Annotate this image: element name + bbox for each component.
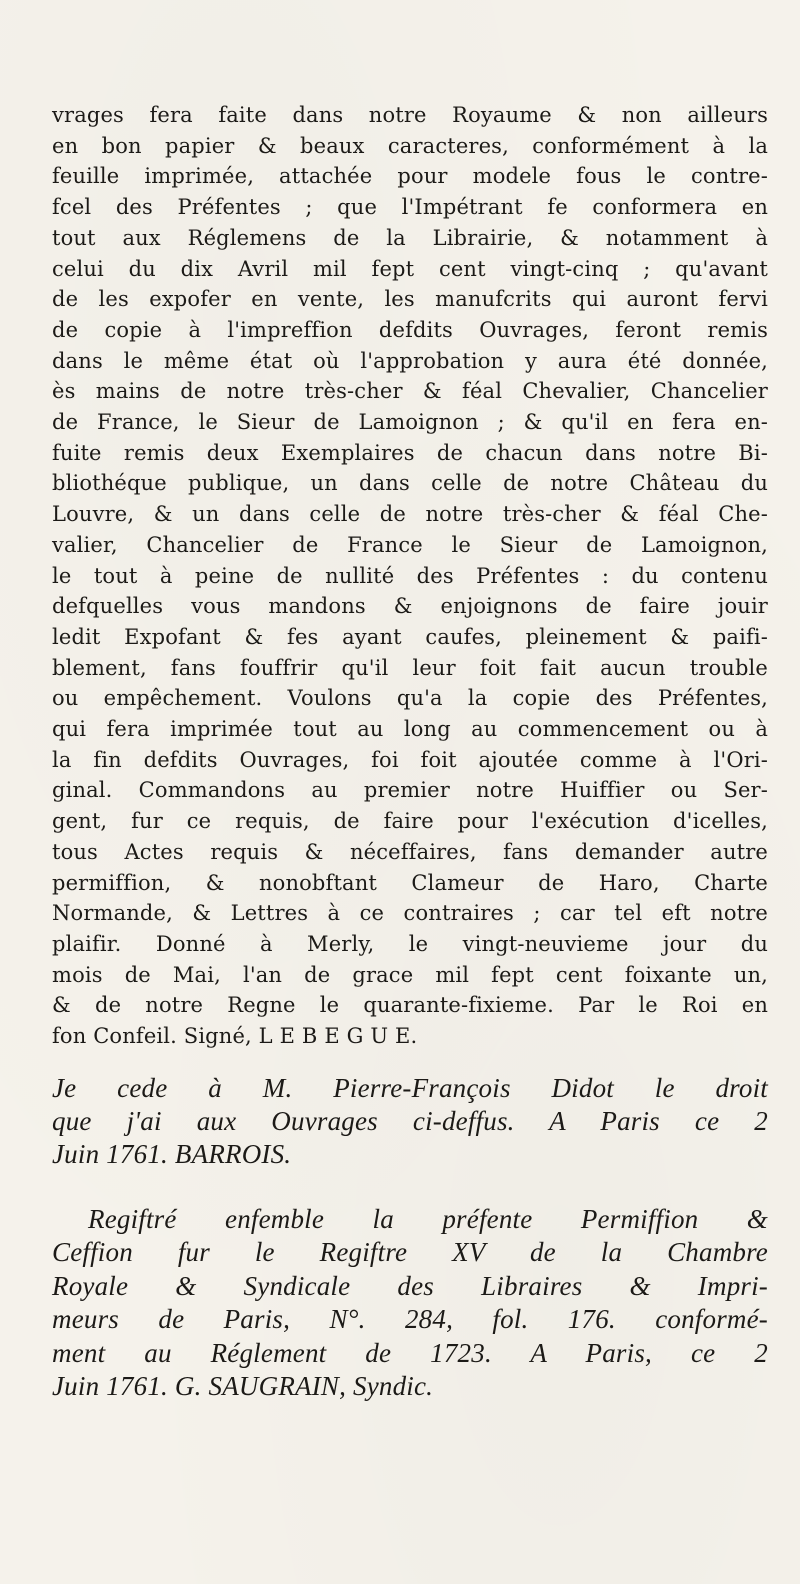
page-text	[52, 100, 768, 1404]
registration-text-line: meurs de Paris, N°. 284, fol. 176. conformé-	[52, 1304, 768, 1335]
privilege-paragraph	[52, 100, 768, 1052]
privilege-text-line: bliothéque publique, un dans celle de notre Château du	[52, 471, 768, 496]
cession-paragraph	[52, 1072, 768, 1171]
privilege-text-line: de France, le Sieur de Lamoignon ; & qu'il en fera en-	[52, 410, 768, 435]
privilege-text-line: valier, Chancelier de France le Sieur de Lamoignon,	[52, 532, 768, 557]
privilege-text-line: ès mains de notre très-cher & féal Chevalier, Chancelier	[52, 379, 768, 404]
privilege-text-line: Louvre, & un dans celle de notre très-cher & féal Che-	[52, 502, 768, 527]
privilege-text-line: le tout à peine de nullité des Préfentes : du contenu	[52, 563, 768, 588]
privilege-text-line: de les expofer en vente, les manufcrits qui auront fervi	[52, 287, 768, 312]
privilege-text-line: plaifir. Donné à Merly, le vingt-neuvieme jour du	[52, 931, 768, 956]
privilege-text-line: en bon papier & beaux caracteres, conformément à la	[52, 133, 768, 158]
privilege-text-line: ou empêchement. Voulons qu'a la copie des Préfentes,	[52, 686, 768, 711]
registration-text-line: ment au Réglement de 1723. A Paris, ce 2	[52, 1337, 768, 1368]
privilege-text-line: vrages fera faite dans notre Royaume & non ailleurs	[52, 103, 768, 127]
cession-text-line: Juin 1761. BARROIS.	[52, 1138, 292, 1169]
privilege-text-line: mois de Mai, l'an de grace mil fept cent foixante un,	[52, 962, 768, 987]
privilege-text-line: ginal. Commandons au premier notre Huiffier ou Ser-	[52, 778, 768, 803]
registration-text-line: Juin 1761. G. SAUGRAIN, Syndic.	[52, 1371, 434, 1402]
privilege-text-line: dans le même état où l'approbation y aura été donnée,	[52, 348, 768, 373]
privilege-text-line: de copie à l'impreffion defdits Ouvrages, feront remis	[52, 317, 768, 342]
registration-text-line: Regiftré enfemble la préfente Permiffion &	[88, 1203, 768, 1234]
privilege-text-line: blement, fans fouffrir qu'il leur foit fait aucun trouble	[52, 655, 768, 680]
privilege-text-line: tous Actes requis & néceffaires, fans demander autre	[52, 839, 768, 864]
registration-text-line: Ceffion fur le Regiftre XV de la Chambre	[52, 1237, 768, 1268]
cession-text-line: Je cede à M. Pierre-François Didot le droit	[52, 1072, 768, 1103]
registration-text-line: Royale & Syndicale des Libraires & Impri-	[52, 1270, 768, 1301]
privilege-text-line: & de notre Regne le quarante-fixieme. Par le Roi en	[52, 993, 768, 1018]
privilege-text-line: gent, fur ce requis, de faire pour l'exécution d'icelles,	[52, 809, 768, 834]
privilege-text-line: feuille imprimée, attachée pour modele fous le contre-	[52, 164, 768, 189]
privilege-text-line: tout aux Réglemens de la Librairie, & notamment à	[52, 225, 768, 250]
privilege-text-line: la fin defdits Ouvrages, foi foit ajoutée comme à l'Ori-	[52, 747, 768, 772]
cession-text-line: que j'ai aux Ouvrages ci-deffus. A Paris ce 2	[52, 1105, 768, 1136]
privilege-text-line: ledit Expofant & fes ayant caufes, pleinement & paifi-	[52, 624, 768, 649]
privilege-text-line: fcel des Préfentes ; que l'Impétrant fe conformera en	[52, 195, 768, 220]
registration-paragraph	[52, 1203, 768, 1404]
privilege-text-line: qui fera imprimée tout au long au commencement ou à	[52, 717, 768, 742]
privilege-text-line: fon Confeil. Signé, L E B E G U E.	[52, 1024, 418, 1049]
privilege-text-line: fuite remis deux Exemplaires de chacun dans notre Bi-	[52, 440, 768, 465]
privilege-text-line: celui du dix Avril mil fept cent vingt-cinq ; qu'avant	[52, 256, 768, 281]
privilege-text-line: Normande, & Lettres à ce contraires ; car tel eft notre	[52, 901, 768, 926]
privilege-text-line: defquelles vous mandons & enjoignons de faire jouir	[52, 594, 768, 619]
privilege-text-line: permiffion, & nonobftant Clameur de Haro, Charte	[52, 870, 768, 895]
